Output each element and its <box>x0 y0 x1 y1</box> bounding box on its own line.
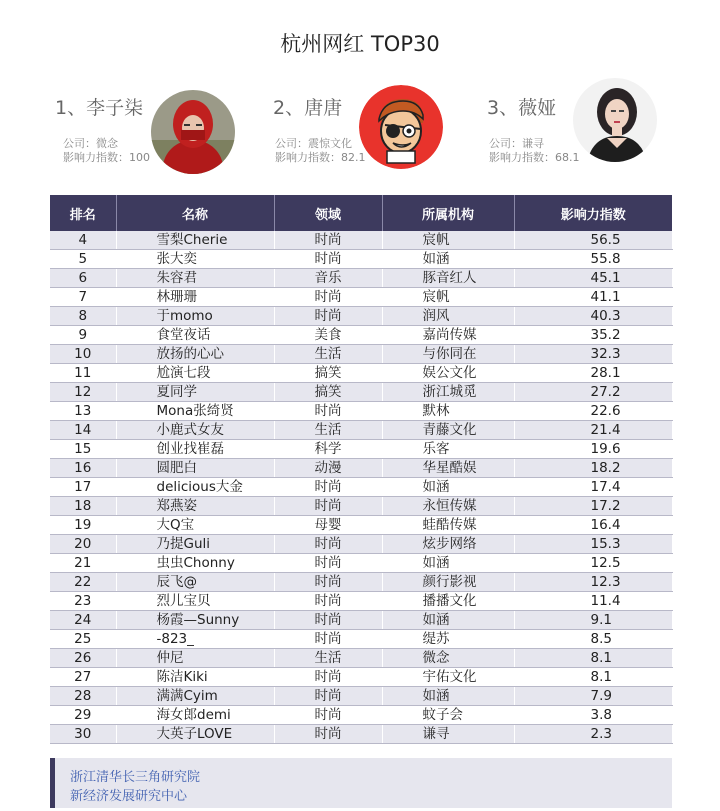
table-row <box>50 478 672 497</box>
cell-rank: 12 <box>50 383 116 402</box>
cell-org: 谦寻 <box>382 725 514 744</box>
cell-influence: 9.1 <box>514 611 672 630</box>
top3-name: 2、唐唐 <box>273 97 343 119</box>
cell-org: 颜行影视 <box>382 573 514 592</box>
cell-field: 时尚 <box>274 725 382 744</box>
table-row <box>50 421 672 440</box>
cell-field: 时尚 <box>274 573 382 592</box>
cell-field: 时尚 <box>274 231 382 250</box>
cell-influence: 12.5 <box>514 554 672 573</box>
top3-influence: 影响力指数：100 <box>63 151 150 164</box>
cell-rank: 11 <box>50 364 116 383</box>
cell-rank: 20 <box>50 535 116 554</box>
cell-rank: 27 <box>50 668 116 687</box>
top3-influence: 影响力指数：68.1 <box>489 151 580 164</box>
table-row <box>50 288 672 307</box>
cell-org: 蛙酷传媒 <box>382 516 514 535</box>
cell-name: 杨霞—Sunny <box>116 611 274 630</box>
cell-name: 仲尼 <box>116 649 274 668</box>
cell-org: 缇苏 <box>382 630 514 649</box>
cell-rank: 28 <box>50 687 116 706</box>
table-row <box>50 231 672 250</box>
cell-field: 时尚 <box>274 478 382 497</box>
table-row <box>50 383 672 402</box>
cell-influence: 32.3 <box>514 345 672 364</box>
cell-name: 海女郎demi <box>116 706 274 725</box>
cell-rank: 4 <box>50 231 116 250</box>
cell-rank: 23 <box>50 592 116 611</box>
cell-rank: 10 <box>50 345 116 364</box>
cell-rank: 5 <box>50 250 116 269</box>
cell-name: 夏同学 <box>116 383 274 402</box>
cell-influence: 41.1 <box>514 288 672 307</box>
cell-rank: 17 <box>50 478 116 497</box>
cell-name: 尬演七段 <box>116 364 274 383</box>
cell-name: Mona张绮贤 <box>116 402 274 421</box>
cell-name: 圆肥白 <box>116 459 274 478</box>
cell-field: 时尚 <box>274 668 382 687</box>
cell-influence: 27.2 <box>514 383 672 402</box>
header-name: 名称 <box>116 195 274 231</box>
top3-company: 公司：震惊文化 <box>275 137 352 150</box>
footer-box <box>50 758 672 808</box>
cell-org: 微念 <box>382 649 514 668</box>
cell-influence: 18.2 <box>514 459 672 478</box>
cell-field: 生活 <box>274 421 382 440</box>
header-rank: 排名 <box>50 195 116 231</box>
top3-company: 公司：谦寻 <box>489 137 544 150</box>
cell-rank: 8 <box>50 307 116 326</box>
top3-name: 3、薇娅 <box>487 97 557 119</box>
table-row <box>50 592 672 611</box>
avatar-photo-3 <box>573 78 657 162</box>
cell-rank: 18 <box>50 497 116 516</box>
cell-influence: 8.1 <box>514 668 672 687</box>
cell-field: 时尚 <box>274 554 382 573</box>
cell-field: 时尚 <box>274 288 382 307</box>
top3-name: 1、李子柒 <box>55 97 144 119</box>
cell-org: 娱公文化 <box>382 364 514 383</box>
cell-name: 于momo <box>116 307 274 326</box>
cell-rank: 26 <box>50 649 116 668</box>
cell-org: 播播文化 <box>382 592 514 611</box>
avatar-photo-1 <box>151 90 235 174</box>
cell-field: 搞笑 <box>274 364 382 383</box>
table-row <box>50 649 672 668</box>
cell-field: 时尚 <box>274 687 382 706</box>
cell-rank: 6 <box>50 269 116 288</box>
cell-name: 食堂夜话 <box>116 326 274 345</box>
cell-name: 林珊珊 <box>116 288 274 307</box>
table-row <box>50 706 672 725</box>
cell-org: 蚊子会 <box>382 706 514 725</box>
header-field: 领域 <box>274 195 382 231</box>
cell-org: 青藤文化 <box>382 421 514 440</box>
cell-influence: 35.2 <box>514 326 672 345</box>
cell-field: 时尚 <box>274 630 382 649</box>
cell-name: 朱容君 <box>116 269 274 288</box>
cell-field: 时尚 <box>274 592 382 611</box>
cell-org: 华星酷娱 <box>382 459 514 478</box>
cell-field: 动漫 <box>274 459 382 478</box>
top3-influence: 影响力指数：82.1 <box>275 151 366 164</box>
cell-field: 时尚 <box>274 250 382 269</box>
table-row <box>50 459 672 478</box>
cell-name: 辰飞@ <box>116 573 274 592</box>
cell-influence: 28.1 <box>514 364 672 383</box>
cell-org: 默林 <box>382 402 514 421</box>
cell-org: 与你同在 <box>382 345 514 364</box>
footer-accent-bar <box>50 758 55 808</box>
table-row <box>50 326 672 345</box>
cell-org: 如涵 <box>382 687 514 706</box>
cell-influence: 8.5 <box>514 630 672 649</box>
cell-influence: 16.4 <box>514 516 672 535</box>
top3-company: 公司：微念 <box>63 137 118 150</box>
table-row <box>50 345 672 364</box>
cell-rank: 7 <box>50 288 116 307</box>
table-row <box>50 554 672 573</box>
table-row <box>50 687 672 706</box>
cell-org: 宸帆 <box>382 231 514 250</box>
cell-influence: 11.4 <box>514 592 672 611</box>
cell-rank: 24 <box>50 611 116 630</box>
cell-rank: 29 <box>50 706 116 725</box>
table-row <box>50 440 672 459</box>
cell-influence: 15.3 <box>514 535 672 554</box>
cell-org: 嘉尚传媒 <box>382 326 514 345</box>
table-row <box>50 497 672 516</box>
cell-influence: 8.1 <box>514 649 672 668</box>
cell-rank: 16 <box>50 459 116 478</box>
cell-name: 乃提Guli <box>116 535 274 554</box>
header-influence: 影响力指数 <box>514 195 672 231</box>
cell-name: 虫虫Chonny <box>116 554 274 573</box>
cell-influence: 3.8 <box>514 706 672 725</box>
cell-field: 生活 <box>274 345 382 364</box>
cell-org: 炫步网络 <box>382 535 514 554</box>
table-row <box>50 535 672 554</box>
cell-rank: 14 <box>50 421 116 440</box>
table-row <box>50 307 672 326</box>
cell-org: 豚音红人 <box>382 269 514 288</box>
cell-influence: 17.4 <box>514 478 672 497</box>
cell-rank: 15 <box>50 440 116 459</box>
cell-field: 搞笑 <box>274 383 382 402</box>
cell-org: 如涵 <box>382 250 514 269</box>
table-row <box>50 269 672 288</box>
cell-influence: 17.2 <box>514 497 672 516</box>
cell-influence: 7.9 <box>514 687 672 706</box>
cell-field: 美食 <box>274 326 382 345</box>
cell-influence: 21.4 <box>514 421 672 440</box>
cell-org: 如涵 <box>382 554 514 573</box>
cell-name: 放扬的心心 <box>116 345 274 364</box>
table-row <box>50 402 672 421</box>
cell-rank: 22 <box>50 573 116 592</box>
cell-name: 烈儿宝贝 <box>116 592 274 611</box>
cell-org: 如涵 <box>382 611 514 630</box>
table-row <box>50 250 672 269</box>
table-header-row <box>50 195 672 231</box>
table-row <box>50 573 672 592</box>
cell-influence: 19.6 <box>514 440 672 459</box>
cell-name: delicious大金 <box>116 478 274 497</box>
cell-org: 如涵 <box>382 478 514 497</box>
table-row <box>50 364 672 383</box>
cell-rank: 30 <box>50 725 116 744</box>
table-row <box>50 516 672 535</box>
cell-field: 时尚 <box>274 307 382 326</box>
cell-rank: 9 <box>50 326 116 345</box>
cell-org: 宇佑文化 <box>382 668 514 687</box>
cell-influence: 56.5 <box>514 231 672 250</box>
table-row <box>50 611 672 630</box>
cell-rank: 19 <box>50 516 116 535</box>
footer-center: 新经济发展研究中心 <box>70 789 188 804</box>
cell-name: -823_ <box>116 630 274 649</box>
cell-influence: 55.8 <box>514 250 672 269</box>
cell-name: 陈洁Kiki <box>116 668 274 687</box>
cell-field: 科学 <box>274 440 382 459</box>
table-body <box>50 231 672 744</box>
cell-name: 郑燕姿 <box>116 497 274 516</box>
cell-name: 张大奕 <box>116 250 274 269</box>
cell-rank: 21 <box>50 554 116 573</box>
cell-field: 时尚 <box>274 402 382 421</box>
table-row <box>50 725 672 744</box>
cell-field: 时尚 <box>274 706 382 725</box>
footer-institute: 浙江清华长三角研究院 <box>70 770 201 785</box>
cell-influence: 12.3 <box>514 573 672 592</box>
page-title: 杭州网红 TOP30 <box>280 32 440 56</box>
cell-field: 母婴 <box>274 516 382 535</box>
cell-name: 大Q宝 <box>116 516 274 535</box>
cell-influence: 22.6 <box>514 402 672 421</box>
cell-field: 音乐 <box>274 269 382 288</box>
cell-influence: 45.1 <box>514 269 672 288</box>
cell-name: 小鹿式女友 <box>116 421 274 440</box>
cell-org: 宸帆 <box>382 288 514 307</box>
avatar-cartoon-2 <box>359 85 443 169</box>
cell-name: 大英子LOVE <box>116 725 274 744</box>
cell-name: 雪梨Cherie <box>116 231 274 250</box>
table-row <box>50 668 672 687</box>
cell-field: 生活 <box>274 649 382 668</box>
ranking-table <box>50 195 673 744</box>
cell-name: 满满Cyim <box>116 687 274 706</box>
table-row <box>50 630 672 649</box>
cell-field: 时尚 <box>274 611 382 630</box>
cell-influence: 40.3 <box>514 307 672 326</box>
cell-rank: 13 <box>50 402 116 421</box>
cell-org: 浙江城觅 <box>382 383 514 402</box>
cell-field: 时尚 <box>274 497 382 516</box>
cell-name: 创业找崔磊 <box>116 440 274 459</box>
header-org: 所属机构 <box>382 195 514 231</box>
cell-rank: 25 <box>50 630 116 649</box>
cell-org: 润风 <box>382 307 514 326</box>
cell-field: 时尚 <box>274 535 382 554</box>
cell-org: 永恒传媒 <box>382 497 514 516</box>
cell-influence: 2.3 <box>514 725 672 744</box>
cell-org: 乐客 <box>382 440 514 459</box>
